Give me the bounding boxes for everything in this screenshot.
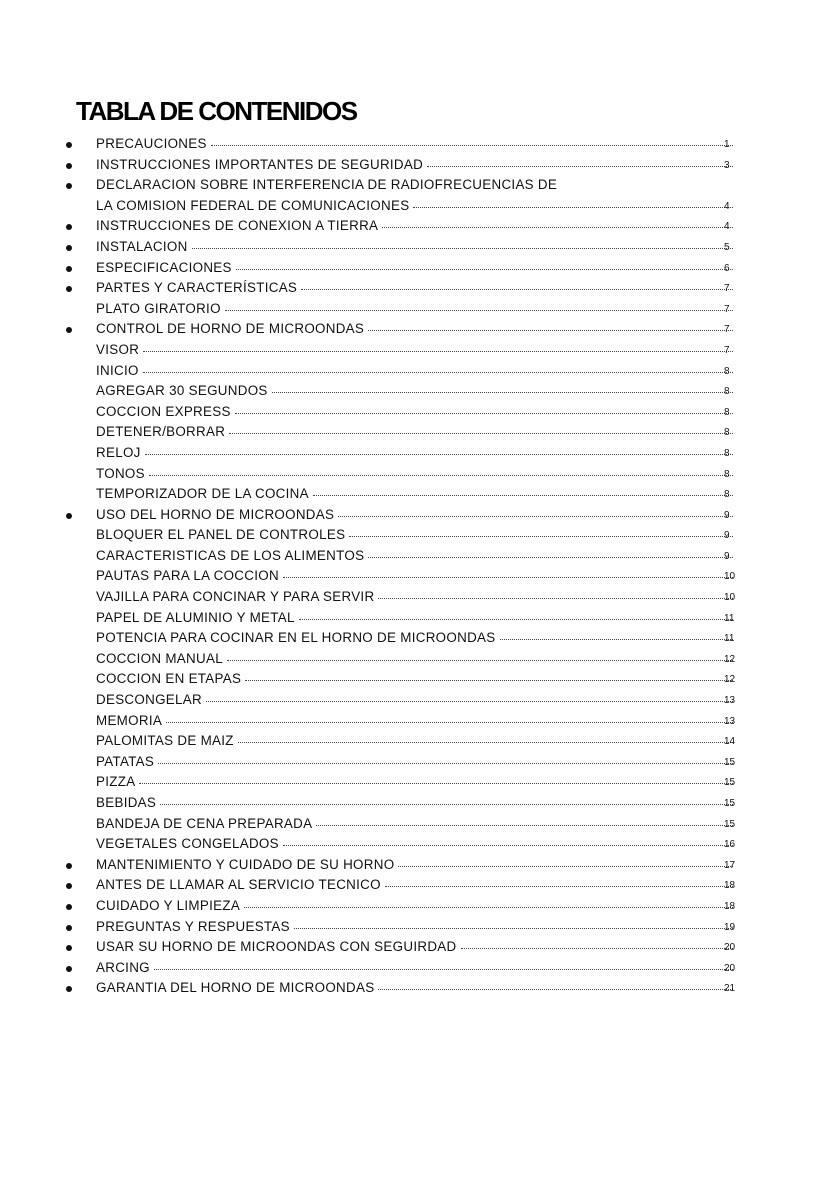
- dot-leader: [349, 535, 733, 537]
- dot-leader: [413, 206, 733, 208]
- toc-entry-page-number: 9: [724, 530, 730, 542]
- toc-entry-page-number: 18: [724, 880, 736, 892]
- toc-entry-line: [96, 340, 736, 361]
- toc-entry-label: USO DEL HORNO DE MICROONDAS: [96, 506, 335, 522]
- toc-entry-page-number: 8: [724, 447, 730, 459]
- dot-leader: [143, 350, 733, 352]
- dot-leader: [145, 453, 733, 455]
- toc-entry-page-number: 15: [724, 798, 736, 809]
- bullet-icon: [66, 904, 72, 910]
- toc-entry-line: [96, 361, 736, 382]
- toc-entry-line: [96, 752, 736, 773]
- toc-entry-page-number: 14: [724, 736, 736, 748]
- dot-leader: [368, 329, 733, 331]
- toc-entry-page-number: 19: [724, 921, 736, 933]
- toc-entry-label: COCCION MANUAL: [96, 650, 223, 666]
- toc-entry[interactable]: [0, 484, 822, 505]
- dot-leader: [378, 597, 733, 599]
- toc-entry-line: [96, 216, 736, 237]
- dot-leader: [313, 494, 733, 496]
- bullet-icon: [66, 142, 72, 148]
- toc-entry-label: PALOMITAS DE MAIZ: [96, 733, 234, 749]
- toc-entry[interactable]: [0, 772, 822, 793]
- bullet-icon: [66, 286, 72, 292]
- dot-leader: [385, 885, 733, 887]
- toc-entry[interactable]: [0, 422, 822, 443]
- dot-leader: [149, 474, 733, 476]
- toc-entry[interactable]: [0, 155, 822, 176]
- toc-entry-label: MEMORIA: [96, 712, 163, 728]
- toc-entry-label: AGREGAR 30 SEGUNDOS: [96, 383, 268, 399]
- toc-entry-page-number: 15: [724, 777, 736, 789]
- toc-entry[interactable]: [0, 834, 822, 855]
- toc-entry[interactable]: [0, 505, 822, 526]
- toc-entry-label: PAUTAS PARA LA COCCION: [96, 568, 279, 584]
- dot-leader: [398, 865, 733, 867]
- toc-entry[interactable]: [0, 134, 822, 155]
- toc-entry-label: ANTES DE LLAMAR AL SERVICIO TECNICO: [96, 877, 381, 893]
- bullet-icon: [66, 986, 72, 992]
- dot-leader: [166, 721, 733, 723]
- toc-entry[interactable]: [0, 628, 822, 649]
- toc-entry-page-number: 4: [724, 221, 730, 233]
- toc-entry-page-number: 7: [724, 324, 730, 336]
- toc-entry-page-number: 21: [724, 983, 736, 995]
- toc-entry[interactable]: [0, 917, 822, 938]
- toc-entry-label: DESCONGELAR: [96, 692, 202, 708]
- toc-entry-line: [96, 690, 736, 711]
- toc-entry-label: VISOR: [96, 341, 140, 357]
- toc-entry-label: MANTENIMIENTO Y CUIDADO DE SU HORNO: [96, 856, 395, 872]
- toc-entry-line: [96, 649, 736, 670]
- toc-entry-page-number: 17: [724, 859, 736, 871]
- toc-entry-line: [96, 628, 736, 649]
- toc-entry-label: PARTES Y CARACTERÍSTICAS: [96, 280, 298, 296]
- bullet-icon: [66, 945, 72, 951]
- toc-entry-label: PATATAS: [96, 753, 155, 769]
- toc-entry-label: BANDEJA DE CENA PREPARADA: [96, 815, 313, 831]
- toc-entry-page-number: 16: [724, 839, 736, 851]
- toc-entry-line: [96, 175, 736, 196]
- toc-entry-label: DETENER/BORRAR: [96, 424, 226, 440]
- toc-entry[interactable]: [0, 978, 822, 999]
- toc-entry[interactable]: [0, 566, 822, 587]
- toc-entry-label: INICIO: [96, 362, 139, 378]
- toc-entry-line: [96, 608, 736, 629]
- dot-leader: [206, 700, 733, 702]
- bullet-icon: [66, 883, 72, 889]
- toc-entry-line: [96, 258, 736, 279]
- toc-entry-page-number: 8: [724, 406, 730, 418]
- toc-entry-page-number: 6: [724, 262, 730, 274]
- toc-entry-line: [96, 464, 736, 485]
- toc-entry-label: VEGETALES CONGELADOS: [96, 836, 279, 852]
- dot-leader: [139, 782, 733, 784]
- toc-entry-page-number: 7: [724, 344, 730, 356]
- toc-entry-page-number: 11: [724, 612, 735, 624]
- toc-entry-line: [96, 875, 736, 896]
- dot-leader: [238, 741, 733, 743]
- toc-entry-label: ARCING: [96, 959, 150, 975]
- bullet-icon: [66, 266, 72, 272]
- toc-entry-page-number: 1: [724, 139, 730, 150]
- toc-entry-line: [96, 937, 736, 958]
- toc-entry-line: [96, 299, 736, 320]
- toc-entry-line: [96, 237, 736, 258]
- dot-leader: [244, 906, 733, 908]
- toc-entry-page-number: 18: [724, 900, 736, 912]
- toc-entry[interactable]: [0, 711, 822, 732]
- toc-entry[interactable]: [0, 237, 822, 258]
- toc-entry-label: INSTALACION: [96, 238, 188, 254]
- toc-entry-page-number: 13: [724, 715, 736, 727]
- toc-entry[interactable]: [0, 958, 822, 979]
- toc-entry-label: TEMPORIZADOR DE LA COCINA: [96, 486, 309, 502]
- toc-entry-label: RELOJ: [96, 444, 141, 460]
- bullet-icon: [66, 327, 72, 333]
- toc-entry-line: [96, 134, 736, 155]
- toc-entry-label: POTENCIA PARA COCINAR EN EL HORNO DE MICROONDAS: [96, 630, 496, 646]
- toc-entry[interactable]: [0, 937, 822, 958]
- dot-leader: [235, 412, 733, 414]
- toc-entry-line: [96, 958, 736, 979]
- dot-leader: [294, 927, 733, 929]
- toc-entry-label: PREGUNTAS Y RESPUESTAS: [96, 918, 290, 934]
- toc-entry-line: [96, 834, 736, 855]
- toc-entry[interactable]: [0, 731, 822, 752]
- dot-leader: [158, 762, 733, 764]
- toc-entry-line: [96, 814, 736, 835]
- toc-entry-label: CUIDADO Y LIMPIEZA: [96, 897, 241, 913]
- dot-leader: [427, 165, 733, 167]
- toc-entry-page-number: 10: [724, 592, 736, 604]
- toc-entry-line: [96, 731, 736, 752]
- toc-entry-page-number: 7: [724, 303, 730, 315]
- toc-entry[interactable]: [0, 278, 822, 299]
- toc-entry-label: COCCION EN ETAPAS: [96, 671, 242, 687]
- toc-entry[interactable]: [0, 216, 822, 237]
- toc-entry-page-number: 9: [724, 550, 730, 562]
- dot-leader: [272, 391, 733, 393]
- toc-entry[interactable]: [0, 175, 822, 196]
- bullet-icon: [66, 966, 72, 972]
- toc-entry-label: BLOQUER EL PANEL DE CONTROLES: [96, 527, 346, 543]
- toc-entry[interactable]: [0, 546, 822, 567]
- toc-entry[interactable]: [0, 196, 822, 217]
- bullet-icon: [66, 925, 72, 931]
- toc-entry-page-number: 7: [724, 283, 730, 295]
- toc-entry-line: [96, 443, 736, 464]
- toc-entry-line: [96, 402, 736, 423]
- toc-entry-label: ESPECIFICACIONES: [96, 259, 232, 275]
- dot-leader: [236, 268, 733, 270]
- dot-leader: [368, 556, 733, 558]
- toc-entry-label: INSTRUCCIONES DE CONEXION A TIERRA: [96, 218, 379, 234]
- toc-entry-line: [96, 525, 736, 546]
- toc-entry-page-number: 9: [724, 509, 730, 521]
- dot-leader: [338, 515, 733, 517]
- page-title: TABLA DE CONTENIDOS: [76, 96, 357, 126]
- table-of-contents: [0, 134, 822, 999]
- toc-entry-page-number: 11: [724, 633, 735, 645]
- bullet-icon: [66, 224, 72, 230]
- toc-entry-page-number: 4: [724, 200, 730, 212]
- toc-entry-line: [96, 381, 736, 402]
- toc-entry-label: GARANTIA DEL HORNO DE MICROONDAS: [96, 980, 375, 996]
- toc-entry[interactable]: [0, 443, 822, 464]
- bullet-icon: [66, 163, 72, 169]
- toc-entry-line: [96, 546, 736, 567]
- toc-entry[interactable]: [0, 258, 822, 279]
- toc-entry[interactable]: [0, 299, 822, 320]
- toc-entry-line: [96, 566, 736, 587]
- toc-entry-line: [96, 917, 736, 938]
- dot-leader: [283, 576, 733, 578]
- toc-entry[interactable]: [0, 669, 822, 690]
- toc-entry-page-number: 15: [724, 756, 736, 768]
- dot-leader: [143, 371, 733, 373]
- toc-entry-label: USAR SU HORNO DE MICROONDAS CON SEGUIRDAD: [96, 939, 457, 955]
- toc-entry-label: PIZZA: [96, 774, 136, 790]
- toc-entry-line: [96, 484, 736, 505]
- dot-leader: [227, 659, 733, 661]
- toc-entry-line: [96, 793, 736, 814]
- toc-entry-page-number: 13: [724, 695, 736, 707]
- toc-entry-page-number: 8: [724, 365, 730, 377]
- toc-entry-page-number: 8: [724, 386, 730, 398]
- dot-leader: [378, 988, 733, 990]
- toc-entry[interactable]: [0, 340, 822, 361]
- toc-entry-line: [96, 196, 736, 217]
- dot-leader: [245, 679, 733, 681]
- toc-entry-page-number: 10: [724, 571, 736, 583]
- dot-leader: [461, 947, 734, 949]
- toc-entry[interactable]: [0, 381, 822, 402]
- toc-entry-line: [96, 855, 736, 876]
- toc-entry[interactable]: [0, 752, 822, 773]
- toc-entry[interactable]: [0, 814, 822, 835]
- toc-entry[interactable]: [0, 793, 822, 814]
- toc-entry-label: PAPEL DE ALUMINIO Y METAL: [96, 609, 295, 625]
- toc-entry-page-number: 20: [724, 942, 736, 954]
- toc-entry-label: COCCION EXPRESS: [96, 403, 231, 419]
- toc-entry-page-number: 8: [724, 427, 730, 439]
- toc-entry-line: [96, 155, 736, 176]
- toc-entry-page-number: 8: [724, 489, 730, 501]
- toc-entry[interactable]: [0, 402, 822, 423]
- dot-leader: [500, 638, 733, 640]
- toc-entry-line: [96, 587, 736, 608]
- toc-entry[interactable]: [0, 608, 822, 629]
- toc-entry-page-number: 3: [724, 159, 730, 171]
- toc-entry-label: CONTROL DE HORNO DE MICROONDAS: [96, 321, 365, 337]
- dot-leader: [225, 309, 733, 311]
- dot-leader: [316, 824, 733, 826]
- toc-entry-page-number: 8: [724, 468, 730, 480]
- toc-entry[interactable]: [0, 690, 822, 711]
- dot-leader: [299, 618, 733, 620]
- toc-entry-page-number: 12: [724, 674, 736, 686]
- dot-leader: [154, 968, 733, 970]
- toc-entry-line: [96, 711, 736, 732]
- toc-entry[interactable]: [0, 855, 822, 876]
- toc-entry-label: LA COMISION FEDERAL DE COMUNICACIONES: [96, 197, 410, 213]
- toc-entry-label: BEBIDAS: [96, 795, 157, 810]
- bullet-icon: [66, 183, 72, 189]
- toc-entry-page-number: 5: [724, 241, 730, 253]
- toc-entry-line: [96, 505, 736, 526]
- toc-entry-label: DECLARACION SOBRE INTERFERENCIA DE RADIOFRECUENCIAS DE: [96, 177, 558, 193]
- bullet-icon: [66, 513, 72, 519]
- toc-entry-label: PLATO GIRATORIO: [96, 300, 221, 316]
- toc-entry[interactable]: [0, 361, 822, 382]
- dot-leader: [382, 226, 733, 228]
- toc-entry-label: CARACTERISTICAS DE LOS ALIMENTOS: [96, 547, 365, 563]
- dot-leader: [283, 844, 733, 846]
- toc-entry-line: [96, 669, 736, 690]
- toc-entry-page-number: 15: [724, 818, 736, 830]
- toc-entry-label: VAJILLA PARA CONCINAR Y PARA SERVIR: [96, 589, 375, 605]
- bullet-icon: [66, 245, 72, 251]
- dot-leader: [160, 803, 733, 805]
- toc-entry[interactable]: [0, 587, 822, 608]
- toc-entry[interactable]: [0, 875, 822, 896]
- toc-entry-label: INSTRUCCIONES IMPORTANTES DE SEGURIDAD: [96, 156, 424, 172]
- toc-entry[interactable]: [0, 896, 822, 917]
- toc-entry-label: TONOS: [96, 465, 145, 481]
- dot-leader: [192, 247, 733, 249]
- toc-entry-line: [96, 978, 736, 999]
- bullet-icon: [66, 863, 72, 869]
- toc-entry-page-number: 20: [724, 962, 736, 974]
- toc-entry-label: PRECAUCIONES: [96, 136, 207, 151]
- toc-entry[interactable]: [0, 649, 822, 670]
- toc-entry-line: [96, 422, 736, 443]
- dot-leader: [229, 432, 733, 434]
- dot-leader: [301, 288, 733, 290]
- toc-entry-page-number: 12: [724, 653, 736, 665]
- dot-leader: [211, 144, 733, 146]
- toc-entry-line: [96, 319, 736, 340]
- toc-entry-line: [96, 278, 736, 299]
- toc-entry-line: [96, 772, 736, 793]
- toc-entry[interactable]: [0, 319, 822, 340]
- toc-entry[interactable]: [0, 464, 822, 485]
- toc-entry-line: [96, 896, 736, 917]
- toc-entry[interactable]: [0, 525, 822, 546]
